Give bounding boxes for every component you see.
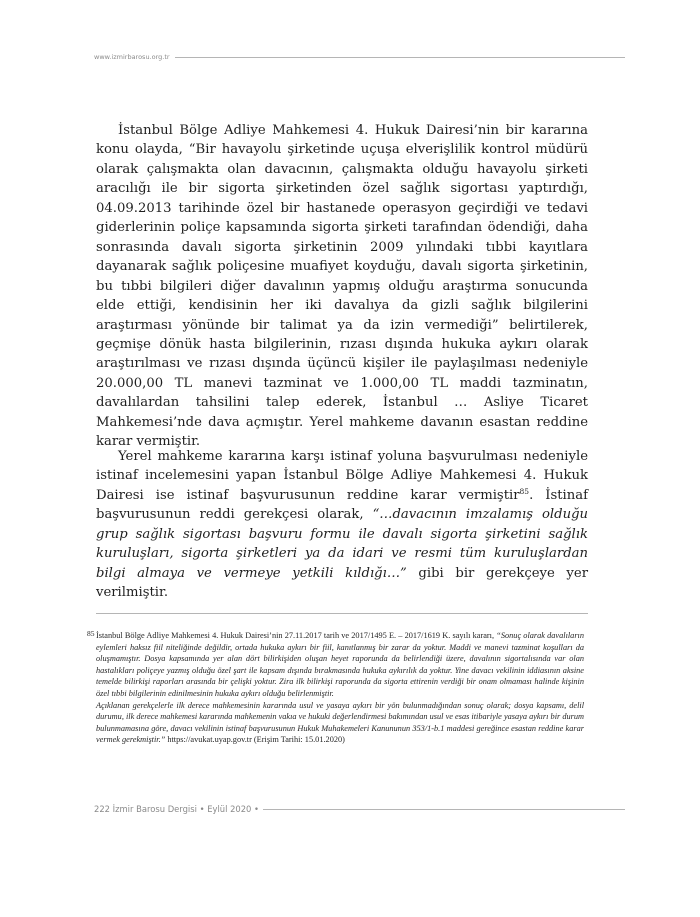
footnote-text bbox=[96, 630, 584, 700]
paragraph-text-c: gibi bir gerekçeye yer verilmiştir. bbox=[96, 565, 588, 601]
paragraph-text: İstanbul Bölge Adliye Mahkemesi 4. Hukuk Dairesi’nin bir kararına konu olayda, “Bir havayolu şirketinde uçuşa elverişlilik kontrol müdürü olarak çalışmakta olan davacının, çalışmakta olduğu havayolu şirketi aracılığı ile bir sigorta şirketinden özel sağlık sigortası yaptırdığı, 04.09.2013 tarihinde özel bir hastanede operasyon geçirdiği ve tedavi giderlerinin poliçe kapsamında sigorta şirketi tarafından ödendiği, daha sonrasında davalı sigorta şirketinin 2009 yılındaki tıbbi kayıtlara dayanarak sağlık poliçesine muafiyet koyduğu, davalı sigorta şirketinin, bu tıbbi bilgileri diğer davalının yapmış olduğu araştırma sonucunda elde ettiği, kendisinin her iki davalıya da gizli sağlık bilgilerini araştırması yönünde bir talimat ya da izin vermediği” belirtilerek, geçmişe dönük hasta bilgilerinin, rızası dışında hukuka aykırı olarak araştırılması ve rızası dışında üçüncü kişiler ile paylaşılması nedeniyle 20.000,00 TL manevi tazminat ve 1.000,00 TL maddi tazminatın, davalılardan tahsilini talep ederek, İstanbul … Asliye Ticaret Mahkemesi’nde dava açmıştır. Yerel mahkeme davanın esastan reddine karar vermiştir. bbox=[96, 123, 588, 450]
paragraph-text bbox=[96, 447, 588, 603]
body-paragraph-1 bbox=[96, 121, 588, 452]
footnote-quote-1: “Sonuç olarak davalıların eylemleri haksız fiil niteliğinde değildir, ortada hukuka aykırı bir fiil, kanıtlanmış bir zarar da yoktur. Maddi ve manevi tazminat koşulları da oluşmamıştır. Dosya kapsamında yer alan dört bilirkişiden oluşan heyet raporunda da belirlendiği üzere, davalının sigortalısında var olan hastalıkları poliçeye yazmış olduğu özel şart ile kapsam dışında bırakmasında hukuka aykırılık da yoktur. Yine davacı vekilinin iddiasının aksine temelde bilirkişi raporları arasında bir çelişki yoktur. Zira ilk bilirkişi raporunda da sigorta ettirenin verdiği bir onam olmaması halinde kişinin özel tıbbi bilgilerinin edinilmesinin hukuka aykırı olduğu belirlenmiştir. bbox=[96, 631, 585, 698]
footnote-number: 85 bbox=[87, 629, 95, 638]
header-rule bbox=[175, 57, 625, 58]
footnote-quote-2: Açıklanan gerekçelerle ilk derece mahkemesinin kararında usul ve yasaya aykırı bir yön bulunmadığından sonuç olarak; dosya kapsamı, delil durumu, ilk derece mahkemesi kararında mahkemenin vakıa ve hukuki değerlendirmesi bakımından usul ve esas itibariyle yasaya aykırı bir durum bulunmamasına göre, davacı vekilinin istinaf başvurusunun Hukuk Muhakemeleri Kanununun 353/1-b.1 maddesi gereğince esastan reddine karar vermek gerekmiştir.” bbox=[96, 700, 584, 745]
footnote-divider bbox=[96, 613, 588, 628]
body-paragraph-2 bbox=[96, 447, 588, 603]
footnote-source: https://avukat.uyap.gov.tr (Erişim Tarihi: 15.01.2020) bbox=[165, 735, 345, 745]
paragraph-text-a: Yerel mahkeme kararına karşı istinaf yoluna başvurulması nedeniyle istinaf incelemesini yapan İstanbul Bölge Adliye Mahkemesi 4. Hukuk Dairesi ise istinaf başvurusunun reddine karar vermiştir bbox=[96, 449, 588, 503]
footnote-reference[interactable]: 85 bbox=[519, 486, 530, 496]
site-url: www.izmirbarosu.org.tr bbox=[94, 53, 170, 61]
footnote-text-2 bbox=[96, 700, 584, 746]
paragraph-text-b: . İstinaf başvurusunun reddi gerekçesi olarak, bbox=[96, 487, 588, 523]
quoted-reasoning: “…davacının imzalamış olduğu grup sağlık sigortası başvuru formu ile davalı sigorta şirketini sağlık kuruluşları, sigorta şirketleri ya da idari ve resmi tüm kuruluşlardan bilgi almaya ve vermeye yetkili kıldığı…” bbox=[96, 507, 588, 581]
footnote-85 bbox=[87, 629, 585, 746]
running-header bbox=[94, 53, 625, 61]
footnote-lead: İstanbul Bölge Adliye Mahkemesi 4. Hukuk Dairesi’nin 27.11.2017 tarih ve 2017/1495 E. – 2017/1619 K. sayılı kararı, bbox=[96, 631, 497, 640]
footer-rule bbox=[263, 809, 625, 810]
page-footer bbox=[94, 804, 625, 814]
footer-text: 222 İzmir Barosu Dergisi • Eylül 2020 • bbox=[94, 804, 259, 814]
